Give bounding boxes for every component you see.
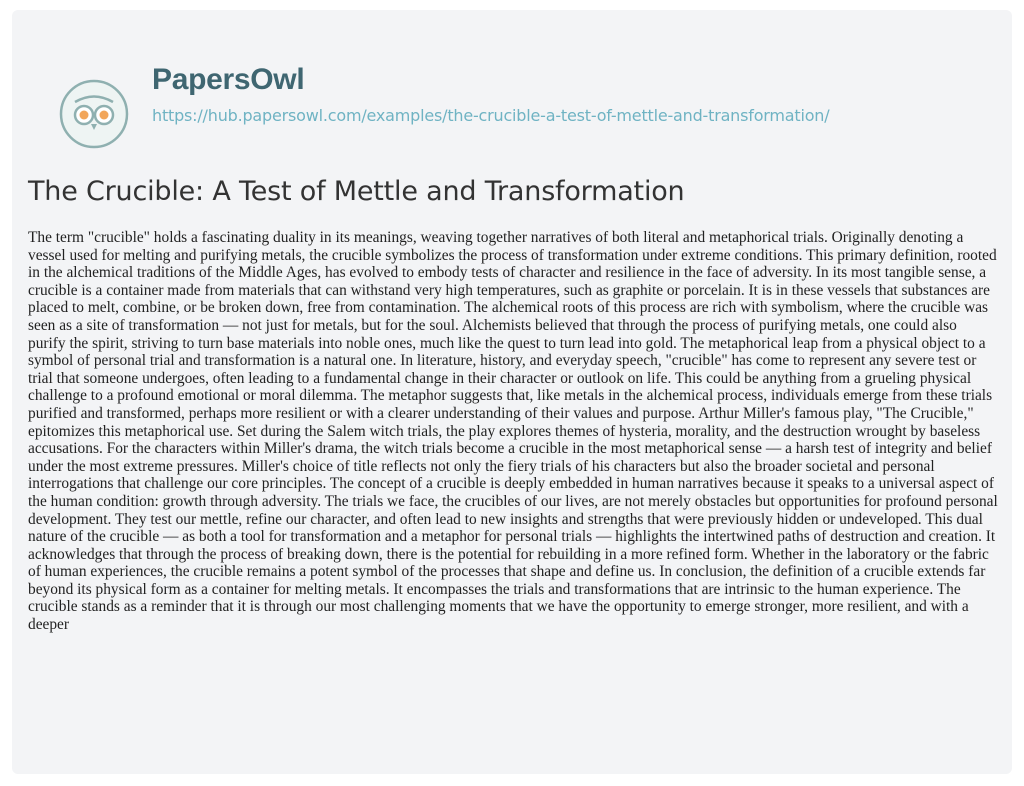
document-page — [12, 10, 1012, 774]
page-url-link[interactable]: https://hub.papersowl.com/examples/the-crucible-a-test-of-mettle-and-transformation/ — [152, 106, 830, 125]
article-body: The term "crucible" holds a fascinating duality in its meanings, weaving together narratives of both literal and metaphorical trials. Originally denoting a vessel used for melting and purifying metals, the crucible symbolizes the process of transformation under extreme conditions. This primary definition, rooted in the alchemical traditions of the Middle Ages, has evolved to embody tests of character and resilience in the face of adversity. In its most tangible sense, a crucible is a container made from materials that can withstand very high temperatures, such as graphite or porcelain. It is in these vessels that substances are placed to melt, combine, or be broken down, free from contamination. The alchemical roots of this process are rich with symbolism, where the crucible was seen as a site of transformation — not just for metals, but for the soul. Alchemists believed that through the process of purifying metals, one could also purify the spirit, striving to turn base materials into noble ones, much like the quest to turn lead into gold. The metaphorical leap from a physical object to a symbol of personal trial and transformation is a natural one. In literature, history, and everyday speech, "crucible" has come to represent any severe test or trial that someone undergoes, often leading to a fundamental change in their character or outlook on life. This could be anything from a grueling physical challenge to a profound emotional or moral dilemma. The metaphor suggests that, like metals in the alchemical process, individuals emerge from these trials purified and transformed, perhaps more resilient or with a clearer understanding of their values and purpose. Arthur Miller's famous play, "The Crucible," epitomizes this metaphorical use. Set during the Salem witch trials, the play explores themes of hysteria, morality, and the destruction wrought by baseless accusations. For the characters within Miller's drama, the witch trials become a crucible in the most metaphorical sense — a harsh test of integrity and belief under the most extreme pressures. Miller's choice of title reflects not only the fiery trials of his characters but also the broader societal and personal interrogations that challenge our core principles. The concept of a crucible is deeply embedded in human narratives because it speaks to a universal aspect of the human condition: growth through adversity. The trials we face, the crucibles of our lives, are not merely obstacles but opportunities for profound personal development. They test our mettle, refine our character, and often lead to new insights and strengths that were previously hidden or undeveloped. This dual nature of the crucible — as both a tool for transformation and a metaphor for personal trials — highlights the intertwined paths of destruction and creation. It acknowledges that through the process of breaking down, there is the potential for rebuilding in a more refined form. Whether in the laboratory or the fabric of human experiences, the crucible remains a potent symbol of the processes that shape and define us. In conclusion, the definition of a crucible extends far beyond its physical form as a container for melting metals. It encompasses the trials and transformations that are intrinsic to the human experience. The crucible stands as a reminder that it is through our most challenging moments that we have the opportunity to emerge stronger, more resilient, and with a deeper — [28, 229, 998, 634]
article-title: The Crucible: A Test of Mettle and Transformation — [28, 176, 685, 207]
brand-name[interactable]: PapersOwl — [152, 63, 305, 96]
site-header — [12, 10, 1012, 162]
owl-icon — [58, 78, 130, 150]
